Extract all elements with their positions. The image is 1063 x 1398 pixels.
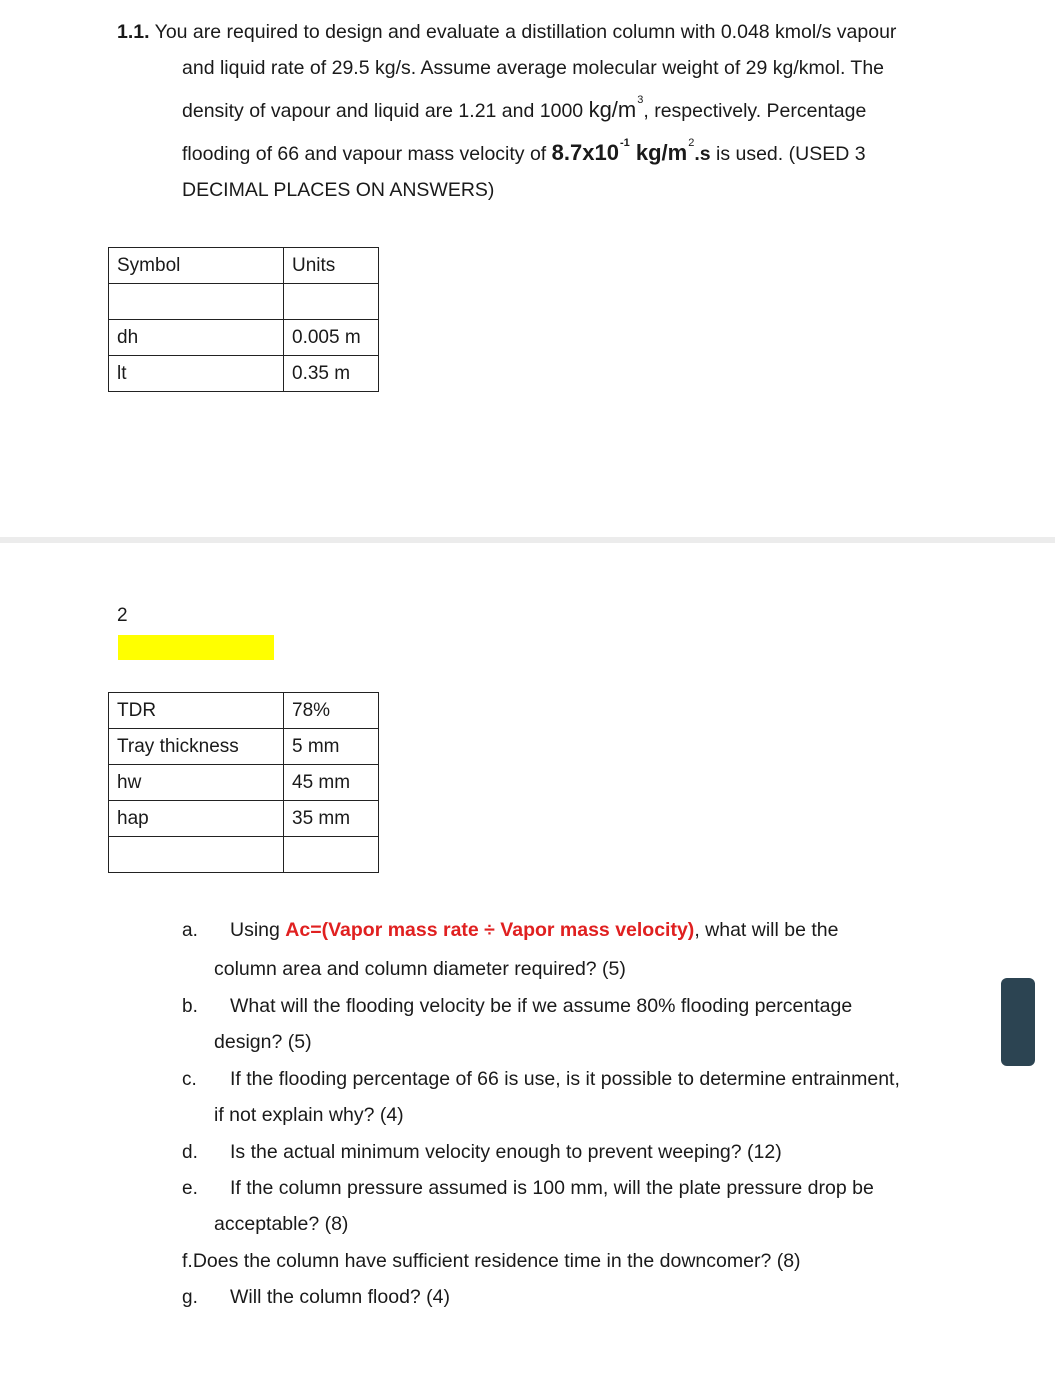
item-d-label: d. bbox=[182, 1142, 198, 1163]
table-row bbox=[109, 837, 379, 873]
item-g-line-1: Will the column flood? (4) bbox=[230, 1286, 451, 1308]
symbol-units-table bbox=[108, 247, 379, 392]
page-number: 2 bbox=[117, 605, 128, 626]
table-cell bbox=[109, 837, 284, 873]
item-d-line-1: Is the actual minimum velocity enough to prevent weeping? (12) bbox=[230, 1141, 782, 1163]
table-cell: Tray thickness bbox=[109, 729, 284, 765]
table-cell bbox=[284, 284, 379, 320]
question-number: 1.1. bbox=[117, 21, 150, 43]
item-b-label: b. bbox=[182, 996, 198, 1017]
question-line-1: 1.1. You are required to design and evaluate a distillation column with 0.048 kmol/s vapour bbox=[117, 21, 897, 43]
table-cell: lt bbox=[109, 356, 284, 392]
table-cell: TDR bbox=[109, 693, 284, 729]
item-c-label: c. bbox=[182, 1069, 197, 1090]
table-header-row bbox=[109, 248, 379, 284]
table-cell: dh bbox=[109, 320, 284, 356]
scrollbar-thumb[interactable] bbox=[1001, 978, 1035, 1066]
yellow-highlight bbox=[118, 635, 274, 660]
item-f-line-1: f.Does the column have sufficient residence time in the downcomer? (8) bbox=[182, 1250, 801, 1272]
table-cell: 78% bbox=[284, 693, 379, 729]
item-c-line-2: if not explain why? (4) bbox=[214, 1104, 404, 1126]
table-cell: 5 mm bbox=[284, 729, 379, 765]
document-page-1 bbox=[0, 0, 1055, 537]
item-c-line-1: If the flooding percentage of 66 is use, is it possible to determine entrainment, bbox=[230, 1068, 900, 1090]
table-row bbox=[109, 693, 379, 729]
table-cell: 35 mm bbox=[284, 801, 379, 837]
table-row bbox=[109, 356, 379, 392]
table-row bbox=[109, 765, 379, 801]
item-e-line-2: acceptable? (8) bbox=[214, 1213, 349, 1235]
window-gutter bbox=[1055, 0, 1063, 1398]
table-cell bbox=[109, 284, 284, 320]
table-cell: 45 mm bbox=[284, 765, 379, 801]
table-cell bbox=[284, 837, 379, 873]
table-cell: hw bbox=[109, 765, 284, 801]
item-a-line-2: column area and column diameter required? (5) bbox=[214, 958, 626, 980]
question-line-5: DECIMAL PLACES ON ANSWERS) bbox=[182, 179, 495, 201]
table-cell: hap bbox=[109, 801, 284, 837]
table-header-cell: Symbol bbox=[109, 248, 284, 284]
table-row bbox=[109, 729, 379, 765]
page-separator bbox=[0, 537, 1063, 543]
table-row bbox=[109, 320, 379, 356]
item-g-label: g. bbox=[182, 1287, 198, 1308]
table-cell: 0.35 m bbox=[284, 356, 379, 392]
question-line-4: flooding of 66 and vapour mass velocity of $8.7x10^{-1}$ $kg/m^2.s$ is used. (USED 3 bbox=[182, 137, 866, 165]
item-b-line-2: design? (5) bbox=[214, 1031, 312, 1053]
item-e-label: e. bbox=[182, 1178, 198, 1199]
question-line-3: density of vapour and liquid are 1.21 and 1000 $kg/m^3$, respectively. Percentage bbox=[182, 94, 867, 122]
table-row bbox=[109, 284, 379, 320]
table-header-cell: Units bbox=[284, 248, 379, 284]
item-e-line-1: If the column pressure assumed is 100 mm, will the plate pressure drop be bbox=[230, 1177, 874, 1199]
item-a-line-1: Using Ac=(Vapor mass rate ÷ Vapor mass velocity), what will be the bbox=[230, 919, 839, 941]
table-cell: 0.005 m bbox=[284, 320, 379, 356]
tray-parameters-table bbox=[108, 692, 379, 873]
item-b-line-1: What will the flooding velocity be if we assume 80% flooding percentage bbox=[230, 995, 853, 1017]
question-line-2: and liquid rate of 29.5 kg/s. Assume average molecular weight of 29 kg/kmol. The bbox=[182, 57, 885, 79]
item-a-label: a. bbox=[182, 920, 198, 941]
table-row bbox=[109, 801, 379, 837]
